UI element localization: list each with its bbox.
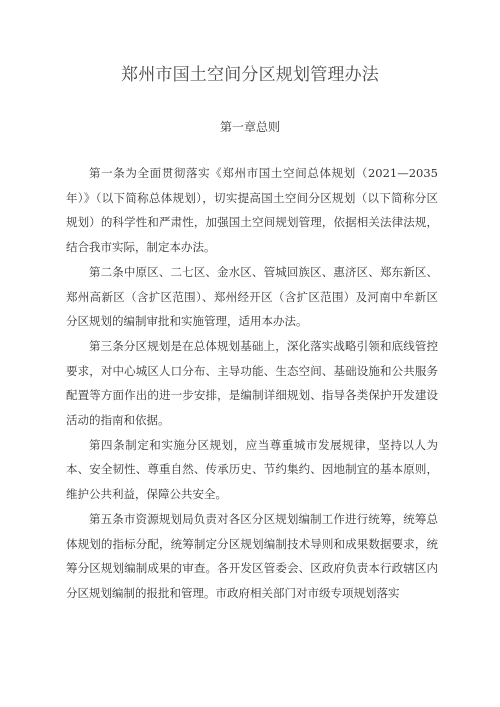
article-4-paragraph: 第四条制定和实施分区规划，应当尊重城市发展规律，坚持以人为本、安全韧性、尊重自然、传承历史、节约集约、因地制宜的基本原则，维护公共利益，保障公共安全。	[66, 437, 438, 502]
article-2-paragraph: 第二条中原区、二七区、金水区、管城回族区、惠济区、郑东新区、郑州高新区（含扩区范围）、郑州经开区（含扩区范围）及河南中牟新区分区规划的编制审批和实施管理，适用本办法。	[66, 264, 438, 329]
document-body	[66, 161, 438, 606]
article-3-paragraph: 第三条分区规划是在总体规划基础上，深化落实战略引领和底线管控要求，对中心城区人口分布、主导功能、生态空间、基础设施和公共服务配置等方面作出的进一步安排，是编制详细规划、指导各类保护开发建设活动的指南和依据。	[66, 338, 438, 428]
document-title: 郑州市国土空间分区规划管理办法	[121, 65, 379, 85]
chapter-heading: 第一章总则	[219, 120, 280, 134]
article-1-paragraph: 第一条为全面贯彻落实《郑州市国土空间总体规划（2021—2035年）》（以下简称总体规划），切实提高国土空间分区规划（以下简称分区规划）的科学性和严肃性，加强国土空间规划管理，依据相关法律法规，结合我市实际，制定本办法。	[66, 166, 438, 255]
article-5-paragraph: 第五条市资源规划局负责对各区分区规划编制工作进行统筹，统筹总体规划的指标分配，统筹制定分区规划编制技术导则和成果数据要求，统筹分区规划编制成果的审查。各开发区管委会、区政府负责本行政辖区内分区规划编制的报批和管理。市政府相关部门对市级专项规划落实	[66, 511, 438, 600]
